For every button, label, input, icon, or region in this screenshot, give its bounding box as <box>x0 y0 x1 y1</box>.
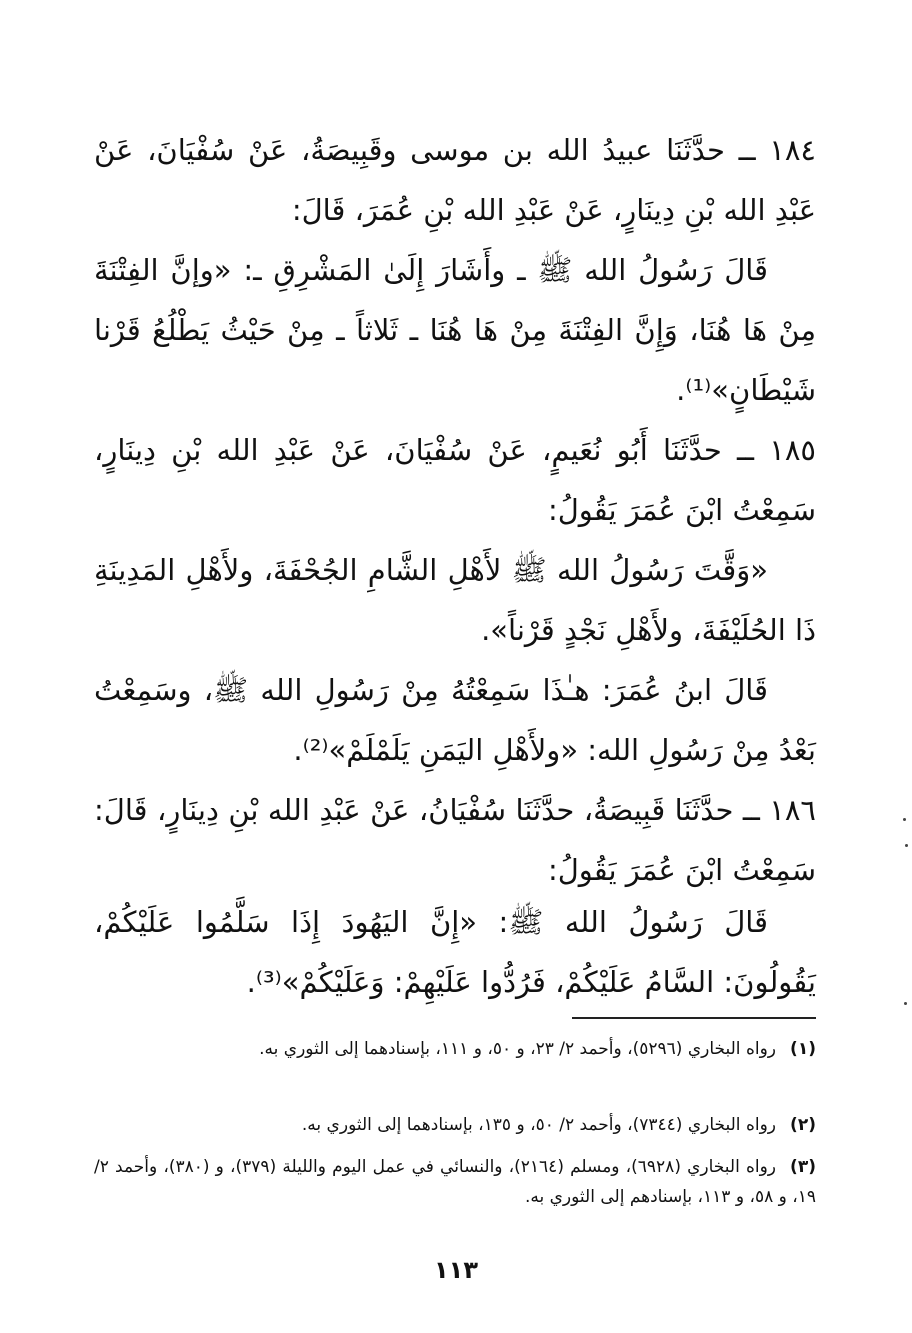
hadith-185-addendum: قَالَ ابنُ عُمَرَ: هـٰذَا سَمِعْتُهُ مِنْ رَسُولِ الله ﷺ، وسَمِعْتُ بَعْدُ مِنْ رَسُولِ الله: «ولأَهْلِ اليَمَنِ يَلَمْلَمْ»⁽²⁾. <box>94 673 816 767</box>
footnote-1 <box>94 1034 816 1064</box>
footnote-text: رواه البخاري (٥٢٩٦)، وأحمد ٢/ ٢٣، و ٥٠، و ١١١، بإسنادهما إلى الثوري به. <box>259 1039 776 1059</box>
hadith-184-isnad: ١٨٤ ــ حدَّثَنَا عبيدُ الله بن موسى وقَبِيصَةُ، عَنْ سُفْيَانَ، عَنْ عَبْدِ الله بْنِ دِينَارٍ، عَنْ عَبْدِ الله بْنِ عُمَرَ، قَالَ: <box>94 133 816 227</box>
hadith-186-matn: قَالَ رَسُولُ الله ﷺ: «إِنَّ اليَهُودَ إِذَا سَلَّمُوا عَلَيْكُمْ، يَقُولُونَ: السَّامُ عَلَيْكُمْ، فَرُدُّوا عَلَيْهِمْ: وَعَلَيْكُمْ»⁽³⁾. <box>94 905 816 999</box>
footnote-number: (١) <box>790 1039 816 1059</box>
hadith-185-isnad: ١٨٥ ــ حدَّثَنَا أَبُو نُعَيمٍ، عَنْ سُفْيَانَ، عَنْ عَبْدِ الله بْنِ دِينَارٍ، سَمِعْتُ ابْنَ عُمَرَ يَقُولُ: <box>94 433 816 527</box>
footnote-2 <box>94 1110 816 1140</box>
scan-speck <box>904 1002 907 1005</box>
footnote-text: رواه البخاري (٧٣٤٤)، وأحمد ٢/ ٥٠، و ١٣٥، بإسنادهما إلى الثوري به. <box>301 1115 776 1135</box>
footnote-number: (٢) <box>790 1115 816 1135</box>
footnote-text: رواه البخاري (٦٩٢٨)، ومسلم (٢١٦٤)، والنسائي في عمل اليوم والليلة (٣٧٩)، و (٣٨٠)، وأحمد ٢/ ١٩، و ٥٨، و ١١٣، بإسنادهم إلى الثوري به. <box>94 1157 816 1207</box>
page-number: ١١٣ <box>434 1256 478 1284</box>
scan-speck <box>905 844 908 847</box>
footnote-separator <box>572 1017 816 1019</box>
footnote-3 <box>94 1152 816 1212</box>
footnote-number: (٣) <box>790 1157 816 1177</box>
hadith-184-matn: قَالَ رَسُولُ الله ﷺ ـ وأَشَارَ إِلَىٰ المَشْرِقِ ـ: «وإنَّ الفِتْنَةَ مِنْ هَا هُنَا، وَإِنَّ الفِتْنَةَ مِنْ هَا هُنَا ـ ثَلاثاً ـ مِنْ حَيْثُ يَطْلُعُ قَرْنا شَيْطَانٍ»⁽¹⁾. <box>94 253 816 407</box>
hadith-186-isnad: ١٨٦ ــ حدَّثَنَا قَبِيصَةُ، حدَّثَنَا سُفْيَانُ، عَنْ عَبْدِ الله بْنِ دِينَارٍ، قَالَ: سَمِعْتُ ابْنَ عُمَرَ يَقُولُ: <box>94 793 816 887</box>
scan-speck <box>903 818 906 821</box>
hadith-185-matn: «وَقَّتَ رَسُولُ الله ﷺ لأَهْلِ الشَّامِ الجُحْفَةَ، ولأَهْلِ المَدِينَةِ ذَا الحُلَيْفَةَ، ولأَهْلِ نَجْدٍ قَرْناً». <box>94 553 816 647</box>
